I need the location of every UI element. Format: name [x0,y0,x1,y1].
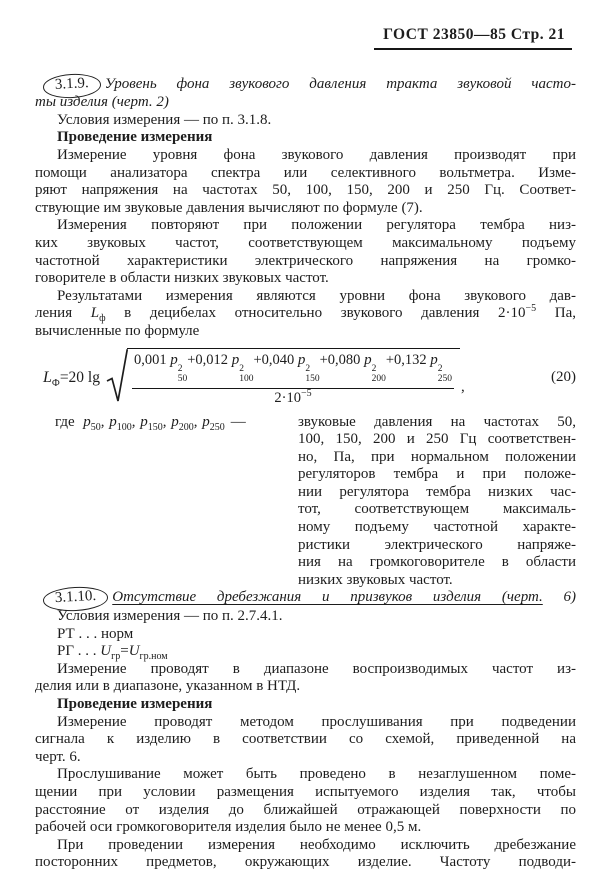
paragraph-line: Измерение проводят в диапазоне воспроизводимых частот из- [57,660,576,677]
conditions-line: Условия измерения — по п. 2.7.4.1. [57,608,283,625]
subscript-200: 200 [178,421,194,433]
symbol-p: p [170,351,178,368]
denominator-exponent: −5 [300,387,312,399]
coefficient: +0,132 [385,351,431,368]
circled-clause-number-3-1-9: 3.1.9. [42,72,101,99]
formula-lhs [43,369,100,387]
section-3-1-9-title-line-1 [35,76,576,95]
rt-setting-line: РТ . . . норм [57,625,134,642]
paragraph-line: При проведении измерения необходимо исключить дребезжание [57,836,576,853]
dash: — [230,413,246,430]
exponent-2: 2 [437,363,443,374]
subscript-200: 200 [371,373,386,384]
symbol-L: L [90,305,100,322]
separator: , [193,413,202,430]
section-title-tail: 6) [542,589,576,606]
exponent-2: 2 [305,363,311,374]
paragraph-line: сигнала к изделию в соответствии со схемой, приведенной на [35,731,576,748]
separator: , [131,413,140,430]
exponent-2: 2 [239,363,244,374]
fraction-numerator [132,352,454,389]
symbol-p: p [364,351,372,368]
section-title-underlined: Отсутствие дребезжания и призвуков изделия (черт. [112,589,543,606]
text-fragment: ления [35,305,91,322]
fraction [132,352,454,408]
symbol-L-subscript: ф [99,313,106,325]
exponent-2: 2 [177,363,183,374]
where-symbols [55,414,298,432]
where-block [35,414,576,590]
symbol-p: p [297,351,306,368]
paragraph-line: Измерение проводят методом прослушивания при подведении [57,713,576,730]
subscript-gr: гр [111,651,121,663]
formula-comma: , [461,378,465,395]
sup-sub-stack [239,365,253,385]
subscript-50: 50 [90,421,101,433]
coefficient: +0,012 [187,351,232,368]
paragraph-line: рабочей оси громкоговорителя изделия было не менее 0,5 м. [35,819,422,836]
paragraph-line: ких звуковых частот, соответствующем максимальному подъему [35,234,576,251]
paragraph-line: вычисленные по формуле [35,322,200,339]
fraction-denominator [274,389,311,408]
where-line: регуляторов тембра и при положе- [298,466,576,483]
subscript-50: 50 [177,373,188,384]
page-header [35,26,572,50]
where-line: тот, соответствующем максималь- [298,501,576,518]
subscript-150: 150 [305,373,320,384]
subscript-gr-nom: гр.ном [139,651,168,663]
conditions-line: Условия измерения — по п. 3.1.8. [57,111,272,128]
paragraph-line: щении при условии размещения испытуемого изделия так, чтобы [35,783,576,800]
where-line: ния на громкоговорителе в области [298,554,576,571]
sup-sub-stack [438,365,452,385]
subscript-100: 100 [116,421,132,433]
where-line: нии регулятора тембра низких час- [298,483,576,500]
symbol-p: p [140,413,148,430]
formula-number: (20) [551,368,576,385]
symbol-U: U [100,643,112,660]
where-line: ному подъему частотной характе- [298,519,576,536]
coefficient: +0,080 [319,351,365,368]
coefficient: +0,040 [253,351,298,368]
paragraph-line: частотной характеристики электрического напряжения на громко- [35,252,576,269]
sup-sub-stack [372,365,386,385]
where-line: но, Па, при нормальном положении [298,448,576,465]
paragraph-line: говорителе в области низких звуковых частот. [35,270,329,287]
symbol-p: p [231,351,240,368]
rg-setting-line [35,643,576,661]
where-line: низких звуковых частот. [298,571,453,588]
paragraph-line: ствующие им звуковые давления вычисляют по формуле (7). [35,199,423,216]
text-fragment: Па, [536,305,576,322]
symbol-p: p [83,413,91,430]
measurement-procedure-heading: Проведение измерения [57,129,213,146]
measurement-procedure-heading: Проведение измерения [57,696,213,712]
pressure-term-200 [364,351,386,384]
subscript-100: 100 [239,373,254,384]
equals-sign: = [120,643,129,660]
pressure-term-250 [430,351,452,384]
denominator-base: 2·10 [274,389,301,406]
paragraph-line: Результатами измерения являются уровни фона звукового дав- [57,287,576,304]
separator: , [162,413,171,430]
exponent-2: 2 [371,363,377,374]
paragraph-line: посторонних предметов, окружающих изделие. Частоту подводи- [35,854,576,871]
paragraph-line: черт. 6. [35,748,81,765]
subscript-250: 250 [209,421,225,433]
paragraph-line: расстояние от изделия до ближайшей отражающей поверхности по [35,801,576,818]
symbol-L-subscript: Ф [51,377,60,389]
paragraph-line: помощи анализатора спектра или селективного вольтметра. Изме- [35,164,576,181]
paragraph-line: ряют напряжения на частотах 50, 100, 150, 200 и 250 Гц. Соответ- [35,182,576,199]
paragraph-line: Измерение уровня фона звукового давления производят при [57,146,576,163]
circled-clause-number-3-1-10: 3.1.10. [42,586,108,613]
square-root [106,348,460,408]
coefficient: 0,001 [134,351,171,368]
rg-label: РГ . . . [57,643,101,660]
section-3-1-9-title-line-2: ты изделия (черт. 2) [35,94,169,111]
section-title-text: Уровень фона звукового давления тракта звуковой часто- [104,75,576,92]
where-description [298,414,576,590]
symbol-p: p [109,413,117,430]
symbol-L: L [43,368,52,386]
symbol-p: p [171,413,179,430]
paragraph-line: делия или в диапазоне, указанном в НТД. [35,678,301,695]
pressure-term-100 [231,351,254,384]
radical-sign-icon [106,348,128,404]
pressure-term-50 [170,351,188,384]
where-label: где [55,413,75,430]
paragraph-line: Измерения повторяют при положении регулятора тембра низ- [57,217,576,234]
where-line: звуковые давления на частотах 50, [298,413,576,430]
text-fragment: в децибелах относительно звукового давления 2·10 [105,305,526,322]
standard-number-and-page: ГОСТ 23850—85 Стр. 21 [374,26,572,50]
symbol-U: U [128,643,140,660]
pressure-term-150 [297,351,320,384]
section-3-1-10-title-line [35,589,576,608]
formula-20 [43,348,576,408]
exponent: −5 [525,303,537,315]
sup-sub-stack [305,365,319,385]
paragraph-line-with-symbols [35,305,576,323]
symbol-p: p [430,351,438,368]
paragraph-line: Прослушивание может быть проведено в незаглушенном поме- [57,766,576,783]
where-line: 100, 150, 200 и 250 Гц соответствен- [298,431,576,448]
subscript-150: 150 [147,421,163,433]
separator: , [100,413,109,430]
subscript-250: 250 [437,373,452,384]
symbol-p: p [202,413,210,430]
where-line: ристики электрического напряже- [298,536,576,553]
sup-sub-stack [178,365,188,385]
equals-20lg: =20 lg [59,368,100,386]
radicand [127,348,460,408]
